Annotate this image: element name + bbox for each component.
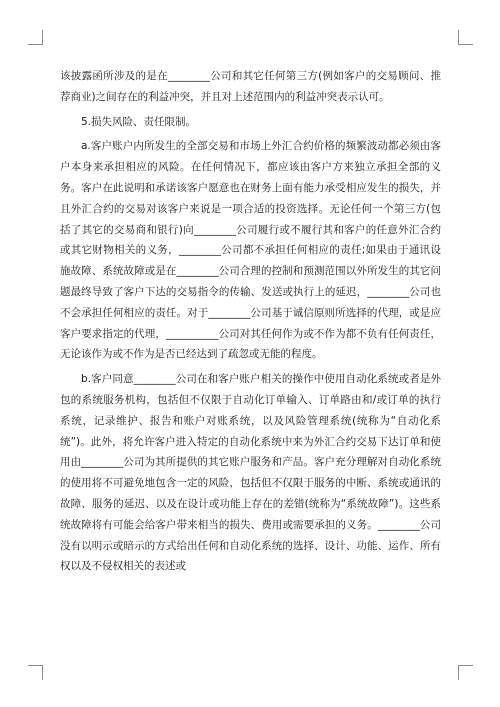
crop-mark-bottom-left bbox=[28, 665, 43, 680]
paragraph-conflict-of-interest: 该披露函所涉及的是在________公司和其它任何第三方(例如客户的交易顾问、推荐商业)之间存在的利益冲突，并且对上述范围内的利益冲突表示认可。 bbox=[60, 70, 441, 103]
paragraph-clause-a: a.客户账户内所发生的全部交易和市场上外汇合约价格的频繁波动都必须由客户本身来承担相应的风险。在任何情况下，都应该由客户方来独立承担全部的义务。客户在此说明和承诺该客户愿意也在财务上面有能力承受相应发生的损失，并且外汇合约的交易对该客户来说是一项合适的投资选择。无论任何一个第三方(包括了其它的交易商和银行)向________公司履行或不履行其和客户的任意外汇合约或其它财物相关的义务，________公司都不承担任何相应的责任;如果由于通讯设施故障、系统故障或是在________公司合理的控制和预测范围以外所发生的其它问题最终导致了客户下达的交易指令的传输、发送或执行上的延迟，________公司也不会承担任何相应的责任。对于________公司基于诚信原则所选择的代理，或是应客户要求指定的代理，__________公司对其任何作为或不作为都不负有任何责任，无论该作为或不作为是否已经达到了疏忽或无能的程度。 bbox=[60, 140, 441, 361]
crop-mark-top-left bbox=[28, 30, 43, 45]
crop-mark-bottom-right bbox=[458, 665, 473, 680]
section-heading-risk-of-loss: 5.损失风险、责任限制。 bbox=[81, 115, 197, 128]
crop-mark-top-right bbox=[458, 30, 473, 45]
paragraph-clause-b: b.客户同意________公司在和客户账户相关的操作中使用自动化系统或者是外包的系统服务机构，包括但不仅限于自动化订单输入、订单路由和/或订单的执行系统，记录维护、报告和账户对账系统，以及风险管理系统(统称为“自动化系统”)。此外，将允许客户进入特定的自动化系统中来为外汇合约交易下达订单和使用由________公司为其所提供的其它账户服务和产品。客户充分理解对自动化系统的使用将不可避免地包含一定的风险，包括但不仅限于服务的中断、系统或通讯的故障、服务的延迟、以及在设计或功能上存在的差错(统称为“系统故障”)。这些系统故障将有可能会给客户带来相当的损失、费用或需要承担的义务。________公司没有以明示或暗示的方式给出任何和自动化系统的选择、设计、功能、运作、所有权以及不侵权相关的表述或 bbox=[60, 373, 441, 573]
document-body bbox=[60, 66, 441, 577]
